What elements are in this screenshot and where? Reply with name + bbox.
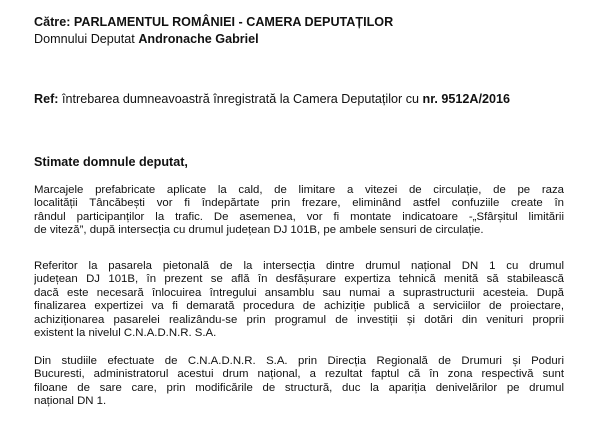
reference-line xyxy=(34,92,510,106)
paragraph-line: național DN 1. xyxy=(34,395,107,408)
paragraph-line: filoane de sare care, prin modificările de structură, duc la apariția denivelărilor pe drumul xyxy=(34,381,564,394)
paragraph-line: dacă este necesară înlocuirea întregului ansamblu sau numai a suprastructurii acesteia. După xyxy=(34,286,564,299)
paragraph-line: Marcajele prefabricate aplicate la cald, de limitare a vitezei de circulație, de pe raza xyxy=(34,184,564,196)
to-value: PARLAMENTUL ROMÂNIEI - CAMERA DEPUTAȚILOR xyxy=(73,15,394,29)
salutation: Stimate domnule deputat, xyxy=(34,155,188,169)
paragraph-line: rândul participanților la trafic. De asemenea, vor fi montate indicatoare -„Sfârșitul limitării xyxy=(34,210,564,223)
reference-number: nr. 9512A/2016 xyxy=(422,92,511,106)
recipient-name-line xyxy=(34,32,259,46)
paragraph-line: existent la nivelul C.N.A.D.N.R. S.A. xyxy=(34,327,217,340)
paragraph-1 xyxy=(34,184,564,238)
paragraph-3 xyxy=(34,355,564,409)
paragraph-line: Referitor la pasarela pietonală de la intersecția dintre drumul național DN 1 cu drumul xyxy=(34,260,564,272)
paragraph-line: achiziționarea pasarelei realizându-se prin programul de investiții și dotări din venituri proprii xyxy=(34,313,564,326)
reference-text: întrebarea dumneavoastră înregistrată la Camera Deputaților cu xyxy=(62,92,420,106)
paragraph-line: localității Tâncăbești vor fi îndepărtate prin frezare, eliminând astfel confuziile create în xyxy=(34,197,564,210)
paragraph-line: județean DJ 101B, în prezent se află în desfășurare expertiza tehnică menită să stabilească xyxy=(34,273,564,286)
reference-label: Ref: xyxy=(34,92,59,106)
recipient-prefix: Domnului Deputat xyxy=(34,32,135,46)
recipient-line xyxy=(34,15,393,29)
paragraph-line: finalizarea expertizei va fi demarată procedura de achiziție publică a serviciilor de proiectare, xyxy=(34,300,564,313)
paragraph-2 xyxy=(34,260,564,340)
recipient-name: Andronache Gabriel xyxy=(138,32,259,46)
paragraph-line: Din studiile efectuate de C.N.A.D.N.R. S.A. prin Direcția Regională de Drumuri și Poduri xyxy=(34,355,564,367)
paragraph-line: Bucuresti, administratorul acestui drum național, a rezultat faptul că în zona respectivă sunt xyxy=(34,368,564,381)
paragraph-line: de viteză”, după intersecția cu drumul județean DJ 101B, pe ambele sensuri de circulație. xyxy=(34,224,484,237)
to-label: Către: xyxy=(34,15,71,29)
